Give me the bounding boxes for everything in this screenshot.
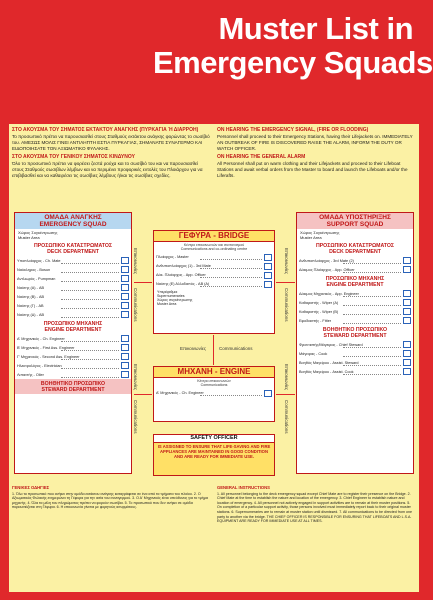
support-steward-title-gr: ΒΟΗΘΗΤΙΚΟ ΠΡΟΣΩΠΙΚΟ — [322, 327, 388, 333]
engine-subtitle: Κέντρο επικοινωνιών Communications — [197, 379, 231, 388]
emergency-engine-row — [15, 370, 131, 379]
support-steward-boat-box[interactable] — [403, 350, 411, 357]
emergency-deck-title-gr: ΠΡΟΣΩΠΙΚΟ ΚΑΤΑΣΤΡΩΜΑΤΟΣ — [33, 243, 113, 249]
emergency-engine-role: Β' Μηχανικός - First Ass. Engineer — [17, 345, 75, 350]
engine-row — [154, 389, 274, 398]
comm-label-left-lower-en: Communications — [133, 400, 138, 434]
support-engine-boat-box[interactable] — [403, 299, 411, 306]
support-squad-title-gr: ΟΜΑΔΑ ΥΠΟΣΤΗΡΙΞΗΣ — [319, 214, 391, 221]
instructions-greek — [12, 486, 210, 510]
emergency-deck-boat-box[interactable] — [121, 293, 129, 300]
emergency-squad-header — [15, 213, 131, 229]
emergency-deck-row — [15, 292, 131, 301]
support-deck-role: Ανθυποπλοίαρχος - 3rd Mate (2) — [299, 258, 354, 263]
bridge-list — [154, 253, 274, 289]
emergency-deck-name-field[interactable] — [61, 276, 119, 282]
emergency-deck-boat-box[interactable] — [121, 275, 129, 282]
emergency-deck-role: Ναύτης (Δ) - AB — [17, 312, 45, 317]
intro-heading-alarm-en: ON HEARING THE GENERAL ALARM — [217, 154, 306, 161]
emergency-deck-boat-box[interactable] — [121, 257, 129, 264]
bridge-name-field[interactable] — [200, 272, 262, 278]
support-deck-boat-box[interactable] — [403, 257, 411, 264]
emergency-deck-role: Αντλιωρός - Pumpman — [17, 276, 56, 281]
safety-officer-title: SAFETY OFFICER — [154, 435, 274, 443]
support-deck-title-en: DECK DEPARTMENT — [329, 249, 381, 255]
instructions-text-gr: 1. Όλο το προσωπικό που ανήκει στην ομάδα εκτάκτου ανάγκης καταγράφεται σε ένα από τα τμήματα του πλοίου. 2. Ο Αξιωματικός Φυλακής ενημερώνει τη Γέφυρα για την αιτία του συναγερμού. 3. Ο Α' Μηχανικός είναι υπεύθυνος για το τμήμα μηχανής. 4. Όλα τα μέλη του πληρώματος πρέπει να φορούν σωσίβια. 5. Το προσωπικό που δεν ανήκει σε ομάδα παρουσιάζεται στη Γέφυρα. 6. Η επικοινωνία γίνεται με φορητούς ασυρμάτους. — [12, 491, 208, 510]
engine-name-field[interactable] — [200, 390, 262, 396]
support-steward-name-field[interactable] — [343, 342, 401, 348]
support-steward-row — [297, 340, 413, 349]
bridge-row — [154, 271, 274, 280]
support-deck-row — [297, 256, 413, 265]
support-squad-title-en: SUPPORT SQUAD — [326, 221, 384, 228]
comm-label-right-upper-gr: Επικοινωνίες — [284, 248, 289, 274]
emergency-deck-role: Ναύτης (Γ) - AB — [17, 303, 44, 308]
support-deck-role: Δόκιμος Πλοίαρχος - App. Officer — [299, 267, 355, 272]
intro-text-emergency-gr: Το προσωπικό πρέπει να παρουσιασθεί στους Σταθμούς εκτάκτου ανάγκης φορώντας το σωσίβιό του. ΑΜΕΣΩΣ ΜΟΛΙΣ ΓΙΝΕΙ ΑΝΤΙΛΗΠΤΗ ΕΣΤΙΑ ΠΥΡΚΑΓΙΑΣ, ΣΗΜΑΝΑΤΕ ΣΥΝΑΓΕΡΜΟ ΚΑΙ ΕΙΔΟΠΟΙΗΣΑΤΕ ΤΟΝ ΑΞΙΩΜΑΤΙΚΟ ΦΥΛΑΚΗΣ. — [12, 134, 210, 151]
bridge-subtitle: Κέντρο επικοινωνιών και συντονισμού Communications and co-ordinating centre — [180, 243, 248, 252]
emergency-engine-row — [15, 343, 131, 352]
comm-label-left-lower-gr: Επικοινωνίες — [133, 364, 138, 390]
support-deck-name-field[interactable] — [343, 258, 401, 264]
support-steward-role: Βοηθός Μαγείρου - Assist. Cook — [299, 369, 354, 374]
intro-greek — [12, 127, 210, 182]
emergency-engine-list — [15, 334, 131, 379]
emergency-engine-title-gr: ΠΡΟΣΩΠΙΚΟ ΜΗΧΑΝΗΣ — [43, 321, 103, 327]
comm-label-right-upper-en: Communications — [284, 288, 289, 322]
page-title — [153, 11, 433, 80]
instructions-heading-en: GENERAL INSTRUCTIONS — [217, 485, 270, 490]
emergency-deck-header — [15, 241, 131, 256]
safety-officer-text: IS ASSIGNED TO ENSURE THAT LIFE-SAVING AND FIRE APPLIANCES ARE MAINTAINED IN GOOD CONDITION AND ARE READY FOR IMMEDIATE USE. — [157, 444, 271, 459]
intro-text-alarm-gr: Όλο το προσωπικό πρέπει να φορέσει ζεστά ρούχα και το σωσίβιό του και να παρουσιασθεί στους Σταθμούς σωσιβίων λέμβων και να περιμένει προφορικές εντολές του Πλοιάρχου για να επιβιβασθεί και να καθαιρέσει τις σωσίβιες λέμβους ή/και τις σωσίβιες σχεδίες. — [12, 161, 203, 178]
support-engine-row — [297, 307, 413, 316]
support-deck-list — [297, 256, 413, 274]
support-engine-role: Καθαριστής - Wiper (Α) — [299, 300, 339, 305]
safety-officer-box — [153, 434, 275, 476]
emergency-engine-row — [15, 352, 131, 361]
emergency-deck-name-field[interactable] — [61, 294, 119, 300]
comm-label-right-lower-en: Communications — [284, 400, 289, 434]
emergency-engine-title-en: ENGINE DEPARTMENT — [44, 327, 102, 333]
emergency-deck-role: Ναύτης (Β) - AB — [17, 294, 45, 299]
support-deck-name-field[interactable] — [343, 267, 401, 273]
emergency-squad-muster-area: Χώρος Συγκέντρωσης Muster Area — [18, 230, 58, 240]
support-steward-boat-box[interactable] — [403, 359, 411, 366]
bridge-row — [154, 262, 274, 271]
emergency-deck-boat-box[interactable] — [121, 302, 129, 309]
instructions-text-en: 1. All personnel belonging to the deck emergency squad except Chief Mate are to register their presence on the Bridge. 2. Chief Mate at the time to establish the nature and location of the emergency. 3. Chief Engineer to establish nature and location of emergency. 4. All personnel not actively engaged in support activities are to remain at their muster positions. 5. On completion of a particular support activity, those persons involved must immediately report back to their original muster stations. 6. Supernumeraries are to remain at muster station until dismissed. 7. All communications to be directed from one party to another via the bridge. THE CHIEF OFFICER IS RESPONSIBLE FOR ENSURING THAT LIFEBOATS AND L.S.A. EQUIPMENT ARE READY FOR IMMEDIATE USE AT ALL TIMES. — [217, 491, 412, 524]
support-engine-boat-box[interactable] — [403, 290, 411, 297]
intro-heading-emergency-en: ON HEARING THE EMERGENCY SIGNAL, (FIRE OR FLOODING) — [217, 127, 369, 133]
emergency-engine-role: Ηλεκτρολόγος - Electrician — [17, 363, 62, 368]
emergency-engine-name-field[interactable] — [61, 363, 119, 369]
emergency-deck-row — [15, 310, 131, 319]
connector-right-bridge — [276, 282, 295, 283]
emergency-deck-row — [15, 301, 131, 310]
emergency-deck-row — [15, 265, 131, 274]
support-engine-role: Δόκιμος Μηχανικός - App. Engineer — [299, 291, 359, 296]
emergency-deck-name-field[interactable] — [61, 267, 119, 273]
instructions-section — [12, 486, 416, 590]
title-line-1: Muster List in — [218, 11, 413, 46]
emergency-engine-name-field[interactable] — [61, 345, 119, 351]
emergency-deck-row — [15, 283, 131, 292]
emergency-squad-title-gr: ΟΜΑΔΑ ΑΝΑΓΚΗΣ — [44, 214, 102, 221]
engine-role: Α' Μηχανικός - Ch. Engineer — [156, 391, 204, 396]
emergency-engine-header — [15, 319, 131, 334]
support-engine-title-en: ENGINE DEPARTMENT — [326, 282, 384, 288]
support-deck-title-gr: ΠΡΟΣΩΠΙΚΟ ΚΑΤΑΣΤΡΩΜΑΤΟΣ — [315, 243, 395, 249]
emergency-deck-name-field[interactable] — [61, 285, 119, 291]
title-line-2: Emergency Squads — [153, 45, 433, 80]
support-steward-role: Βοηθός Μαγείρου - Assist. Steward — [299, 360, 359, 365]
support-steward-row — [297, 367, 413, 376]
support-squad-header — [297, 213, 413, 229]
instructions-heading-gr: ΓΕΝΙΚΕΣ ΟΔΗΓΙΕΣ — [12, 485, 50, 490]
emergency-engine-boat-box[interactable] — [121, 344, 129, 351]
emergency-deck-title-en: DECK DEPARTMENT — [47, 249, 99, 255]
emergency-engine-role: Λιπαντής - Oiler — [17, 372, 44, 377]
emergency-deck-name-field[interactable] — [61, 258, 119, 264]
support-engine-header — [297, 274, 413, 289]
emergency-deck-role: Ναύτης (Α) - AB — [17, 285, 45, 290]
emergency-engine-boat-box[interactable] — [121, 362, 129, 369]
emergency-engine-boat-box[interactable] — [121, 335, 129, 342]
intro-heading-alarm-gr: ΣΤΟ ΑΚΟΥΣΜΑ ΤΟΥ ΓΕΝΙΚΟΥ ΣΗΜΑΤΟΣ ΚΙΝΔΥΝΟΥ — [12, 154, 135, 161]
emergency-steward-header — [15, 379, 131, 394]
emergency-engine-row — [15, 334, 131, 343]
bridge-name-field[interactable] — [200, 281, 262, 287]
emergency-deck-name-field[interactable] — [61, 312, 119, 318]
comm-label-en-center: Communications — [219, 346, 253, 351]
support-engine-boat-box[interactable] — [403, 308, 411, 315]
support-engine-list — [297, 289, 413, 325]
support-engine-name-field[interactable] — [343, 309, 401, 315]
bridge-name-field[interactable] — [200, 263, 262, 269]
support-engine-role: Εφοδιαστής - Fitter — [299, 318, 332, 323]
support-engine-name-field[interactable] — [343, 291, 401, 297]
comm-label-left-upper-en: Communications — [133, 288, 138, 322]
bridge-row — [154, 253, 274, 262]
bridge-boat-box[interactable] — [264, 263, 272, 270]
emergency-deck-name-field[interactable] — [61, 303, 119, 309]
support-steward-name-field[interactable] — [343, 360, 401, 366]
support-steward-name-field[interactable] — [343, 369, 401, 375]
intro-english — [217, 127, 415, 182]
intro-text-alarm-en: All Personnel shall put on warm clothing and their Lifejackets and proceed to their Lifeboat Stations and await verbal orders from the Master to board and launch the Lifeboats and/or the Liferafts. — [217, 161, 408, 178]
support-steward-role: Μάγειρας - Cook — [299, 351, 328, 356]
connector-left-engine — [134, 394, 152, 395]
support-engine-role: Καθαριστής - Wiper (Β) — [299, 309, 339, 314]
connector-right-engine — [276, 394, 295, 395]
emergency-steward-title-gr: ΒΟΗΘΗΤΙΚΟ ΠΡΟΣΩΠΙΚΟ — [40, 381, 106, 387]
support-engine-row — [297, 289, 413, 298]
bridge-supernumeraries: Υπεράριθμοι Supernumeraries Χώρος συγκέντρωσης Muster Area — [157, 289, 193, 307]
bridge-boat-box[interactable] — [264, 272, 272, 279]
emergency-engine-boat-box[interactable] — [121, 371, 129, 378]
comm-label-gr-center: Επικοινωνίες — [180, 346, 206, 351]
support-engine-name-field[interactable] — [343, 318, 401, 324]
bridge-role: Πλοίαρχος - Master — [156, 255, 189, 260]
bridge-role: Δόκ. Πλοίαρχος - App. Officer — [156, 273, 206, 278]
emergency-steward-title-en: STEWARD DEPARTMENT — [41, 387, 105, 393]
support-steward-header — [297, 325, 413, 340]
support-steward-list — [297, 340, 413, 376]
emergency-deck-list — [15, 256, 131, 319]
engine-boat-box[interactable] — [264, 390, 272, 397]
emergency-engine-role: Γ' Μηχανικός - Second Ass. Engineer — [17, 354, 80, 359]
engine-title: ΜΗΧΑΝΗ - ENGINE — [154, 367, 274, 378]
engine-box — [153, 366, 275, 422]
bridge-boat-box[interactable] — [264, 254, 272, 261]
emergency-engine-role: Α' Μηχανικός - Ch. Engineer — [17, 336, 65, 341]
support-engine-name-field[interactable] — [343, 300, 401, 306]
emergency-deck-role: Ναύκληρος - Bosun — [17, 267, 51, 272]
support-squad-muster-area: Χώρος Συγκέντρωσης Muster Area — [300, 230, 340, 240]
emergency-deck-boat-box[interactable] — [121, 311, 129, 318]
emergency-squad-title-en: EMERGENCY SQUAD — [39, 221, 107, 228]
emergency-deck-role: Υποπλοίαρχος - Ch. Mate — [17, 258, 61, 263]
bridge-name-field[interactable] — [200, 254, 262, 260]
comm-label-right-lower-gr: Επικοινωνίες — [284, 364, 289, 390]
support-steward-row — [297, 349, 413, 358]
engine-list — [154, 389, 274, 398]
instructions-english — [217, 486, 415, 524]
connector-bridge-engine — [213, 335, 214, 365]
muster-panel — [9, 124, 419, 592]
emergency-squad — [14, 212, 132, 474]
support-deck-row — [297, 265, 413, 274]
emergency-deck-boat-box[interactable] — [121, 284, 129, 291]
squad-diagram — [12, 212, 416, 482]
emergency-engine-row — [15, 361, 131, 370]
support-steward-boat-box[interactable] — [403, 341, 411, 348]
support-steward-boat-box[interactable] — [403, 368, 411, 375]
bridge-boat-box[interactable] — [264, 281, 272, 288]
support-steward-role: Φροντιστής/Μάγειρας - Chief Steward — [299, 342, 363, 347]
bridge-box — [153, 230, 275, 334]
bridge-title: ΓΕΦΥΡΑ - BRIDGE — [154, 231, 274, 242]
support-steward-name-field[interactable] — [343, 351, 401, 357]
support-engine-boat-box[interactable] — [403, 317, 411, 324]
bridge-role: Ανθυποπλοίαρχος (1) - 3rd Mate — [156, 264, 211, 269]
connector-left-bridge — [134, 282, 152, 283]
emergency-engine-name-field[interactable] — [61, 336, 119, 342]
intro-heading-emergency-gr: ΣΤΟ ΑΚΟΥΣΜΑ ΤΟΥ ΣΗΜΑΤΟΣ ΕΚΤΑΚΤΟΥ ΑΝΑΓΚΗΣ (ΠΥΡΚΑΓΙΑ Ή ΔΙΑΡΡΟΗ) — [12, 127, 199, 133]
support-deck-boat-box[interactable] — [403, 266, 411, 273]
support-engine-title-gr: ΠΡΟΣΩΠΙΚΟ ΜΗΧΑΝΗΣ — [325, 276, 385, 282]
bridge-row — [154, 280, 274, 289]
intro-text-emergency-en: Personnel shall proceed to their Emergency Stations, having their Lifejackets on. IMMEDIATELY AN OUTBREAK OF FIRE IS DISCOVERED RAISE THE ALARM, INFORM THE DUTY OR WATCH OFFICER. — [217, 134, 413, 151]
support-steward-title-en: STEWARD DEPARTMENT — [323, 333, 387, 339]
emergency-deck-boat-box[interactable] — [121, 266, 129, 273]
support-engine-row — [297, 298, 413, 307]
emergency-engine-name-field[interactable] — [61, 372, 119, 378]
support-squad — [296, 212, 414, 474]
emergency-engine-name-field[interactable] — [61, 354, 119, 360]
bridge-role: Ναύτης (Ε) Αλλοδαπός - AB (Α) — [156, 282, 210, 287]
support-engine-row — [297, 316, 413, 325]
support-deck-header — [297, 241, 413, 256]
emergency-deck-row — [15, 256, 131, 265]
emergency-engine-boat-box[interactable] — [121, 353, 129, 360]
support-steward-row — [297, 358, 413, 367]
comm-label-left-upper-gr: Επικοινωνίες — [133, 248, 138, 274]
emergency-deck-row — [15, 274, 131, 283]
